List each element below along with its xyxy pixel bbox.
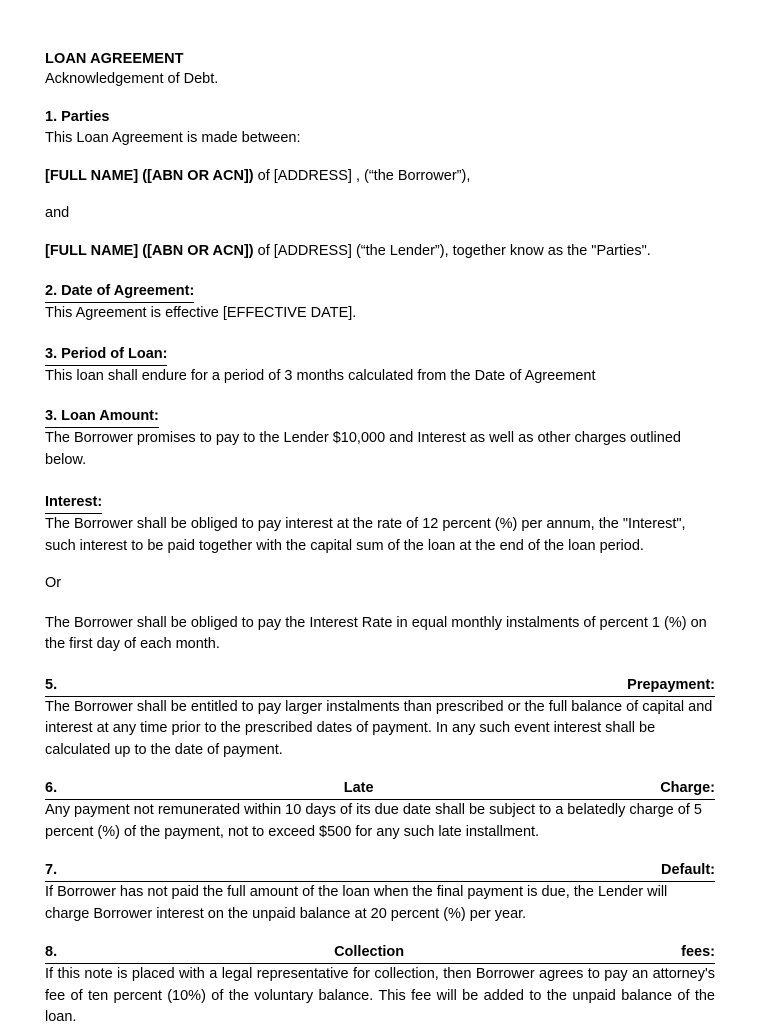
parties-intro: This Loan Agreement is made between:	[45, 130, 301, 146]
collection-fees-body: If this note is placed with a legal representative for collection, then Borrower agrees to pay an attorney's fee of ten percent (10%) of the voluntary balance. This fee will be added to the unpaid balance of the loan.	[45, 966, 715, 1025]
interest-alternative-body: The Borrower shall be obliged to pay the Interest Rate in equal monthly instalments of percent 1 (%) on the first day of each month.	[45, 614, 707, 652]
heading-interest-wrap	[45, 491, 715, 514]
document-subtitle: Acknowledgement of Debt.	[45, 71, 219, 87]
date-of-agreement-body: This Agreement is effective [EFFECTIVE DATE].	[45, 305, 357, 321]
heading-prepayment-label: Prepayment:	[627, 676, 715, 693]
document-title: LOAN AGREEMENT	[45, 51, 184, 67]
heading-prepayment	[45, 676, 715, 697]
heading-collection-fees-number: 8.	[45, 944, 58, 960]
heading-late-charge	[45, 779, 715, 800]
heading-late-charge-label: Charge:	[660, 780, 715, 796]
heading-late-charge-number: 6.	[45, 780, 58, 796]
heading-prepayment-number: 5.	[45, 676, 58, 693]
lender-line	[45, 241, 715, 263]
lender-address-text: of [ADDRESS] (“the Lender”), together know as the "Parties".	[253, 242, 651, 259]
heading-late-charge-middle: Late	[343, 780, 374, 796]
heading-default-label: Default:	[661, 862, 715, 878]
heading-collection-fees	[45, 943, 715, 964]
heading-date-of-agreement: 2. Date of Agreement:	[45, 281, 194, 303]
heading-period-of-loan: 3. Period of Loan:	[45, 344, 167, 366]
loan-amount-body: The Borrower promises to pay to the Lender $10,000 and Interest as well as other charges outlined below.	[45, 430, 681, 468]
heading-interest: Interest:	[45, 492, 102, 514]
interest-alternative-connector: Or	[45, 575, 62, 591]
heading-collection-fees-middle: Collection	[334, 944, 405, 960]
period-of-loan-body: This loan shall endure for a period of 3 months calculated from the Date of Agreement	[45, 367, 596, 384]
borrower-line	[45, 166, 715, 188]
lender-name-placeholder: [FULL NAME] ([ABN OR ACN])	[45, 242, 254, 259]
heading-collection-fees-label: fees:	[681, 944, 715, 960]
document-body	[45, 50, 715, 1029]
heading-parties: 1. Parties	[45, 109, 110, 125]
late-charge-body: Any payment not remunerated within 10 days of its due date shall be subject to a belatedly charge of 5 percent (%) of the payment, not to exceed $500 for any such late installment.	[45, 802, 702, 840]
heading-default-number: 7.	[45, 862, 58, 878]
default-body: If Borrower has not paid the full amount of the loan when the final payment is due, the Lender will charge Borrower interest on the unpaid balance at 20 percent (%) per year.	[45, 884, 668, 922]
parties-conjunction: and	[45, 205, 70, 221]
heading-default	[45, 861, 715, 882]
heading-period-of-loan-wrap	[45, 343, 715, 366]
borrower-address-text: of [ADDRESS] , (“the Borrower”),	[253, 167, 471, 184]
heading-date-of-agreement-wrap	[45, 280, 715, 303]
prepayment-body: The Borrower shall be entitled to pay larger instalments than prescribed or the full balance of capital and interest at any time prior to the prescribed dates of payment. In any such event interest shall be calculated up to the date of payment.	[45, 698, 713, 758]
interest-body: The Borrower shall be obliged to pay interest at the rate of 12 percent (%) per annum, the "Interest", such interest to be paid together with the capital sum of the loan at the end of the loan period.	[45, 516, 686, 554]
heading-loan-amount-wrap	[45, 405, 715, 428]
heading-loan-amount: 3. Loan Amount:	[45, 406, 159, 428]
borrower-name-placeholder: [FULL NAME] ([ABN OR ACN])	[45, 167, 254, 184]
